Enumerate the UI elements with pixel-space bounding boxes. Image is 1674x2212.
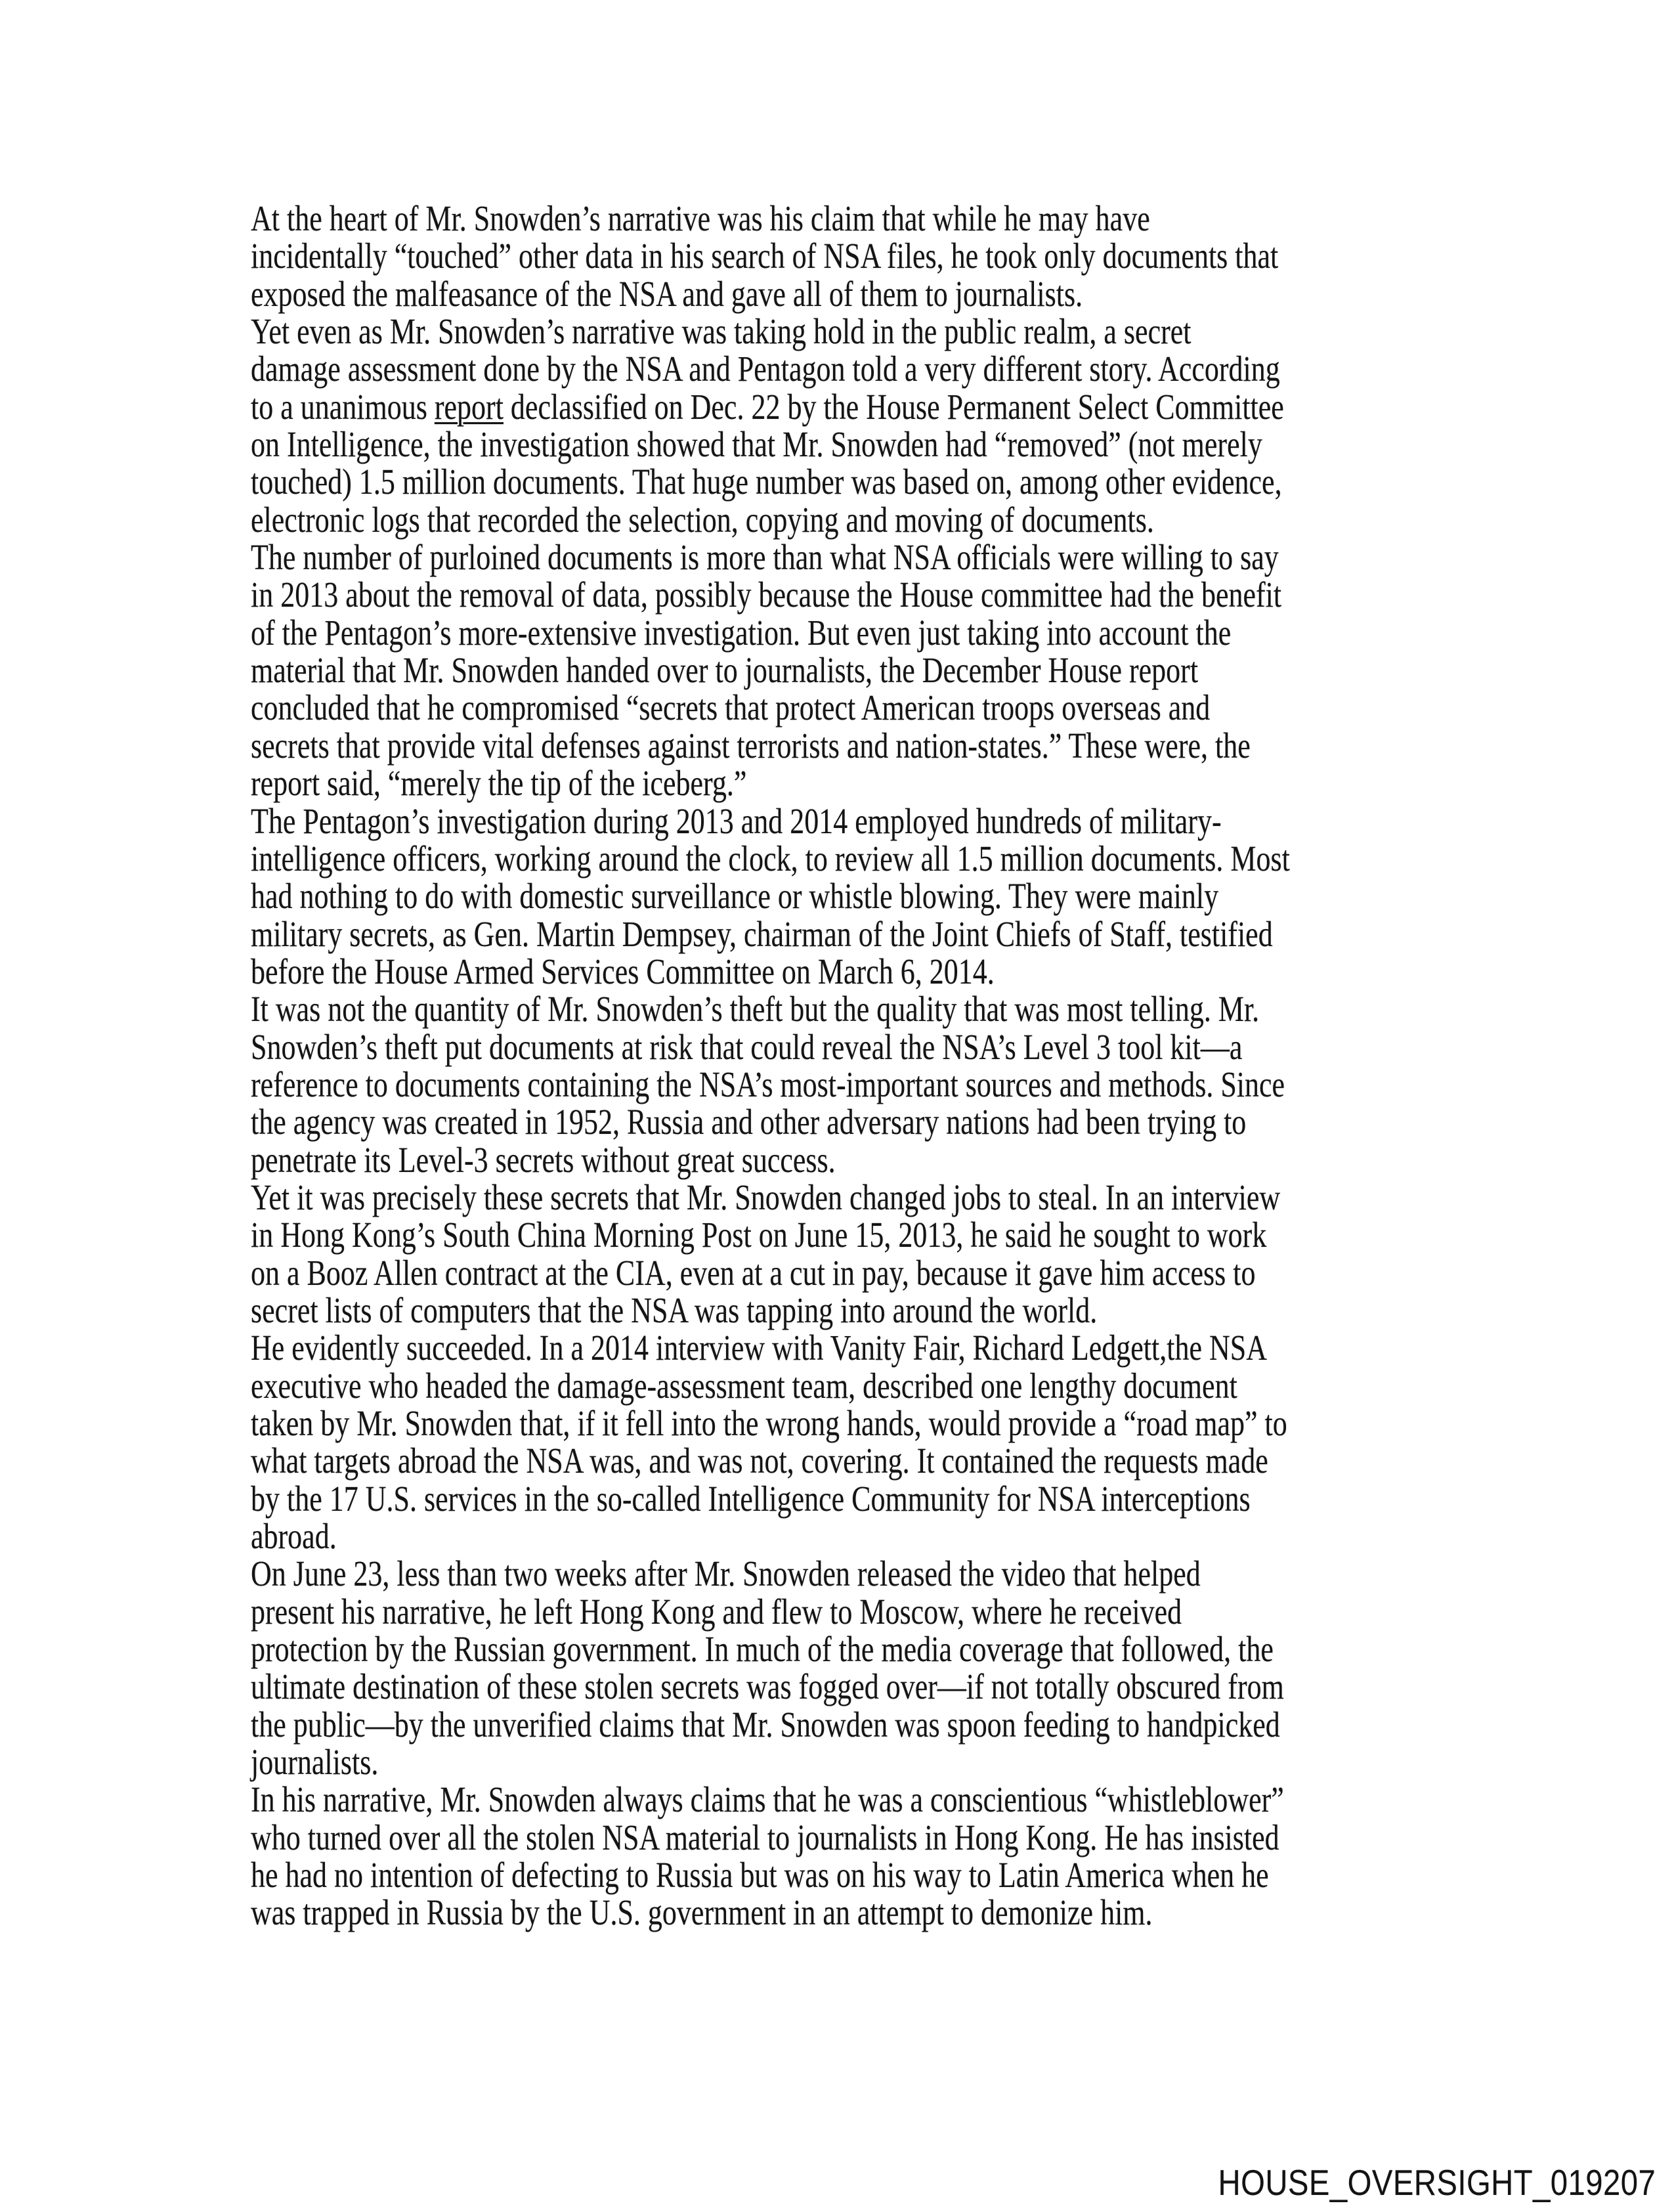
text-line: secret lists of computers that the NSA was tapping into around the world. — [251, 1290, 1098, 1330]
text-line: on a Booz Allen contract at the CIA, even at a cut in pay, because it gave him access to — [251, 1252, 1256, 1293]
text-line: The number of purloined documents is more than what NSA officials were willing to say — [251, 537, 1279, 578]
text-line: He evidently succeeded. In a 2014 interview with Vanity Fair, Richard Ledgett,the NSA — [251, 1328, 1268, 1368]
text-line: of the Pentagon’s more-extensive investigation. But even just taking into account the — [251, 612, 1232, 653]
text-line: exposed the malfeasance of the NSA and gave all of them to journalists. — [251, 273, 1083, 314]
text-line: touched) 1.5 million documents. That huge number was based on, among other evidence, — [251, 462, 1282, 502]
text-line: who turned over all the stolen NSA material to journalists in Hong Kong. He has insisted — [251, 1817, 1279, 1857]
text-line: had nothing to do with domestic surveillance or whistle blowing. They were mainly — [251, 876, 1219, 917]
text-line: material that Mr. Snowden handed over to journalists, the December House report — [251, 650, 1199, 691]
text-line: In his narrative, Mr. Snowden always claims that he was a conscientious “whistleblower” — [251, 1779, 1284, 1820]
text-line: by the 17 U.S. services in the so-called Intelligence Community for NSA interceptions — [251, 1478, 1251, 1519]
text-line: reference to documents containing the NSA’s most-important sources and methods. Since — [251, 1064, 1285, 1104]
text-line: he had no intention of defecting to Russia but was on his way to Latin America when he — [251, 1855, 1269, 1896]
text-line: intelligence officers, working around the clock, to review all 1.5 million documents. Most — [251, 838, 1290, 878]
text-line — [251, 388, 1290, 425]
text-line: before the House Armed Services Committee on March 6, 2014. — [251, 951, 995, 991]
text-line: journalists. — [251, 1742, 379, 1783]
text-line: in Hong Kong’s South China Morning Post on June 15, 2013, he said he sought to work — [251, 1215, 1267, 1255]
text-line: It was not the quantity of Mr. Snowden’s theft but the quality that was most telling. Mr. — [251, 989, 1260, 1030]
report-underlined-text: report — [434, 386, 504, 427]
text-line: what targets abroad the NSA was, and was not, covering. It contained the requests made — [251, 1441, 1268, 1481]
text-line: was trapped in Russia by the U.S. government in an attempt to demonize him. — [251, 1892, 1153, 1933]
bates-stamp: HOUSE_OVERSIGHT_019207 — [1218, 2162, 1656, 2203]
text-line: Yet even as Mr. Snowden’s narrative was taking hold in the public realm, a secret — [251, 311, 1191, 352]
text-line: the agency was created in 1952, Russia and other adversary nations had been trying to — [251, 1102, 1247, 1142]
text-line: the public—by the unverified claims that Mr. Snowden was spoon feeding to handpicked — [251, 1704, 1280, 1745]
text-line: Snowden’s theft put documents at risk that could reveal the NSA’s Level 3 tool kit—a — [251, 1026, 1243, 1067]
text-line: military secrets, as Gen. Martin Dempsey, chairman of the Joint Chiefs of Staff, testified — [251, 913, 1273, 954]
text-line: incidentally “touched” other data in his search of NSA files, he took only documents that — [251, 236, 1279, 276]
text-line: in 2013 about the removal of data, possibly because the House committee had the benefit — [251, 575, 1282, 615]
text-line: report said, “merely the tip of the iceberg.” — [251, 763, 747, 804]
text-line: abroad. — [251, 1516, 337, 1557]
text-segment: to a unanimous — [251, 386, 435, 427]
text-line: taken by Mr. Snowden that, if it fell into the wrong hands, would provide a “road map” to — [251, 1403, 1287, 1443]
text-line: on Intelligence, the investigation showed that Mr. Snowden had “removed” (not merely — [251, 424, 1262, 465]
text-line: executive who headed the damage-assessment team, described one lengthy document — [251, 1365, 1237, 1406]
text-block — [251, 200, 1290, 1932]
text-line: damage assessment done by the NSA and Pentagon told a very different story. According — [251, 349, 1280, 389]
text-line: penetrate its Level-3 secrets without great success. — [251, 1139, 836, 1180]
text-line: present his narrative, he left Hong Kong and flew to Moscow, where he received — [251, 1591, 1182, 1632]
text-line: At the heart of Mr. Snowden’s narrative was his claim that while he may have — [251, 198, 1150, 238]
text-line: concluded that he compromised “secrets that protect American troops overseas and — [251, 687, 1211, 728]
text-line: ultimate destination of these stolen secrets was fogged over—if not totally obscured from — [251, 1666, 1284, 1707]
text-line: protection by the Russian government. In much of the media coverage that followed, the — [251, 1629, 1274, 1670]
text-line: On June 23, less than two weeks after Mr. Snowden released the video that helped — [251, 1553, 1201, 1594]
text-line: electronic logs that recorded the selection, copying and moving of documents. — [251, 499, 1154, 540]
text-line: secrets that provide vital defenses against terrorists and nation-states.” These were, the — [251, 725, 1251, 766]
text-line: Yet it was precisely these secrets that Mr. Snowden changed jobs to steal. In an interview — [251, 1177, 1281, 1217]
text-segment: declassified on Dec. 22 by the House Permanent Select Committee — [503, 386, 1284, 427]
text-line: The Pentagon’s investigation during 2013 and 2014 employed hundreds of military- — [251, 800, 1222, 841]
